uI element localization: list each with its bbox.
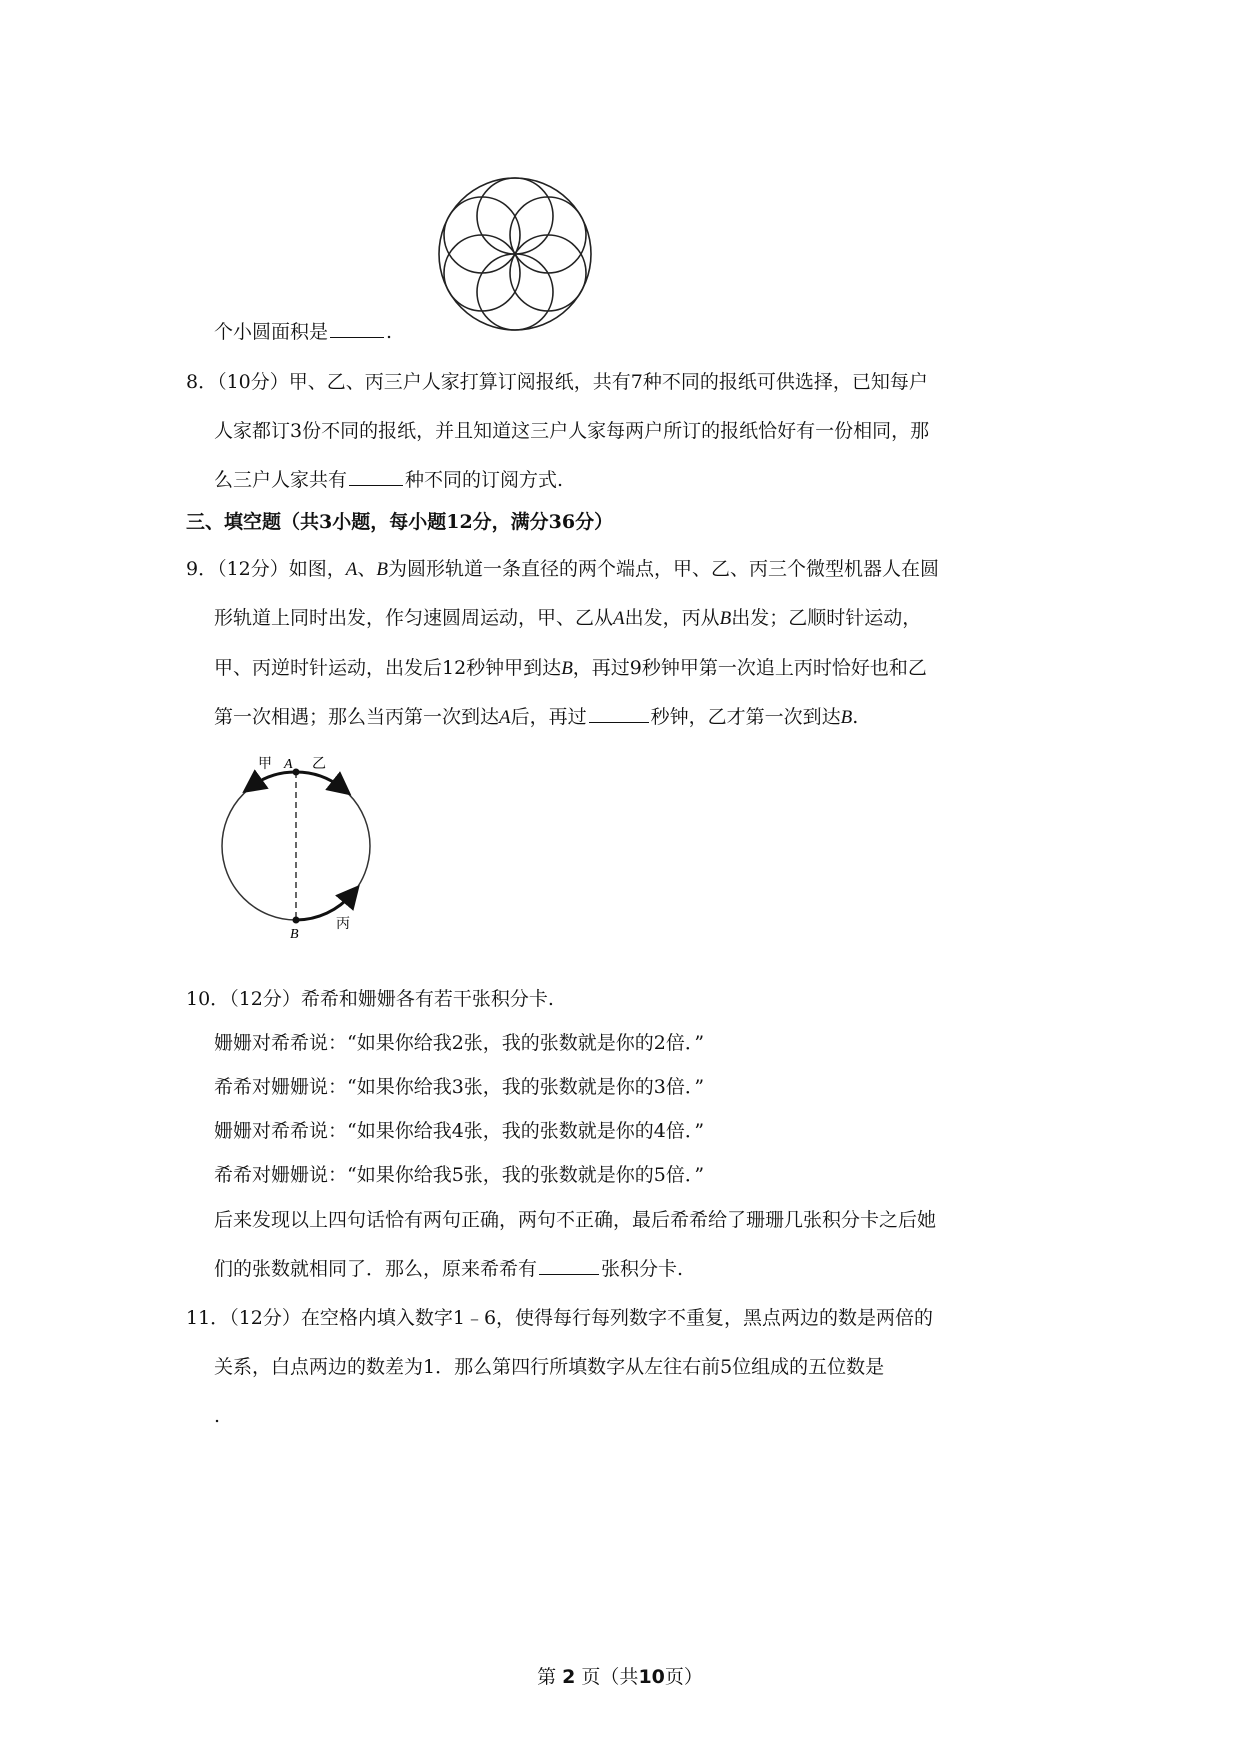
q9-line-3	[214, 654, 927, 683]
q11-line-1	[186, 1304, 933, 1332]
q11-line-3: .	[214, 1405, 221, 1427]
point-a-label: A	[345, 559, 358, 580]
footer-text: 页（共	[581, 1666, 639, 1688]
question-text: 出发，丙从	[624, 607, 720, 629]
question-points: （12分）	[229, 1307, 301, 1329]
question-text: 形轨道上同时出发，作匀速圆周运动，甲、乙从	[214, 607, 614, 629]
page-number: 2	[562, 1666, 576, 1688]
answer-blank	[589, 704, 649, 723]
point-b-label: B	[561, 658, 573, 679]
q10-line-1	[186, 985, 554, 1013]
question-text: 秒钟，乙才第一次到达	[650, 706, 841, 728]
answer-blank	[539, 1256, 599, 1275]
q9-line-1	[186, 555, 939, 584]
question-number: 10．	[186, 988, 230, 1010]
question-number: 9．	[186, 558, 218, 580]
question-points: （10分）	[217, 371, 289, 393]
question-text: 后，再过	[510, 706, 587, 728]
total-pages: 10	[638, 1666, 665, 1688]
page-footer	[0, 1662, 1240, 1689]
answer-blank	[349, 467, 403, 486]
footer-text: 页）	[664, 1666, 703, 1688]
question-text: 出发；乙顺时针运动，	[731, 607, 922, 629]
jia-arrow	[252, 772, 296, 786]
question-text: 甲、乙、丙三户人家打算订阅报纸，共有7种不同的报纸可供选择，已知每户	[288, 371, 928, 393]
q9-line-4	[214, 703, 858, 732]
label-a: A	[284, 757, 293, 772]
q8-line-3	[214, 466, 563, 494]
q7-tail-line	[214, 318, 392, 346]
q10-line-6	[214, 1255, 683, 1283]
label-jia: 甲	[258, 756, 272, 772]
q10-line-5: 后来发现以上四句话恰有两句正确，两句不正确，最后希希给了珊珊几张积分卡之后她	[214, 1209, 937, 1231]
q10-statement-1: 姗姗对希希说：“如果你给我2张，我的张数就是你的2倍．”	[214, 1032, 705, 1054]
point-b-label: B	[376, 559, 389, 580]
question-text: ，再过9秒钟甲第一次追上丙时恰好也和乙	[572, 657, 927, 679]
question-text: 如图，	[288, 558, 346, 580]
q10-statement-4: 希希对姗姗说：“如果你给我5张，我的张数就是你的5倍．”	[214, 1164, 705, 1186]
question-text: 在空格内填入数字1﹣6，使得每行每列数字不重复，黑点两边的数是两倍的	[300, 1307, 934, 1329]
question-text: 甲、丙逆时针运动，出发后12秒钟甲到达	[214, 657, 562, 679]
question-text: 们的张数就相同了．那么，原来希希有	[214, 1258, 538, 1280]
q10-statement-3: 姗姗对希希说：“如果你给我4张，我的张数就是你的4倍．”	[214, 1120, 705, 1142]
q7-tail-text: 个小圆面积是	[214, 321, 329, 343]
yi-arrow	[296, 772, 342, 788]
label-bing: 丙	[336, 916, 350, 932]
label-b: B	[290, 927, 299, 942]
point-a-label: A	[499, 707, 511, 728]
question-text: 希希和姗姗各有若干张积分卡.	[300, 988, 554, 1010]
q8-line-1	[186, 368, 928, 396]
question-text: 人家都订3份不同的报纸，并且知道这三户人家每两户所订的报纸恰好有一份相同，那	[214, 420, 930, 442]
label-yi: 乙	[312, 756, 326, 772]
q10-statement-2: 希希对姗姗说：“如果你给我3张，我的张数就是你的3倍．”	[214, 1076, 705, 1098]
point-b-label: B	[840, 707, 853, 728]
question-text: 为圆形轨道一条直径的两个端点，甲、乙、丙三个微型机器人在圆	[388, 558, 940, 580]
question-text: 第一次相遇；那么当丙第一次到达	[214, 706, 500, 728]
separator: 、	[357, 558, 377, 580]
circular-track-figure	[212, 746, 382, 946]
question-text: .	[852, 706, 859, 728]
q9-line-2	[214, 604, 921, 633]
question-number: 11．	[186, 1307, 230, 1329]
question-text: 么三户人家共有	[214, 469, 348, 491]
footer-text: 第	[537, 1666, 557, 1688]
point-a-label: A	[613, 608, 625, 629]
circle-flower-figure	[430, 168, 600, 340]
question-points: （12分）	[217, 558, 289, 580]
question-number: 8．	[186, 371, 218, 393]
point-b-label: B	[719, 608, 732, 629]
answer-blank	[330, 319, 384, 338]
question-points: （12分）	[229, 988, 301, 1010]
q8-line-2	[214, 417, 929, 445]
question-text: 种不同的订阅方式.	[405, 469, 564, 491]
question-text: 张积分卡.	[601, 1258, 684, 1280]
q7-end-dot: .	[386, 321, 393, 343]
q11-line-2: 关系，白点两边的数差为1．那么第四行所填数字从左往右前5位组成的五位数是	[214, 1356, 885, 1378]
section-heading: 三、填空题（共3小题，每小题12分，满分36分）	[186, 511, 614, 533]
